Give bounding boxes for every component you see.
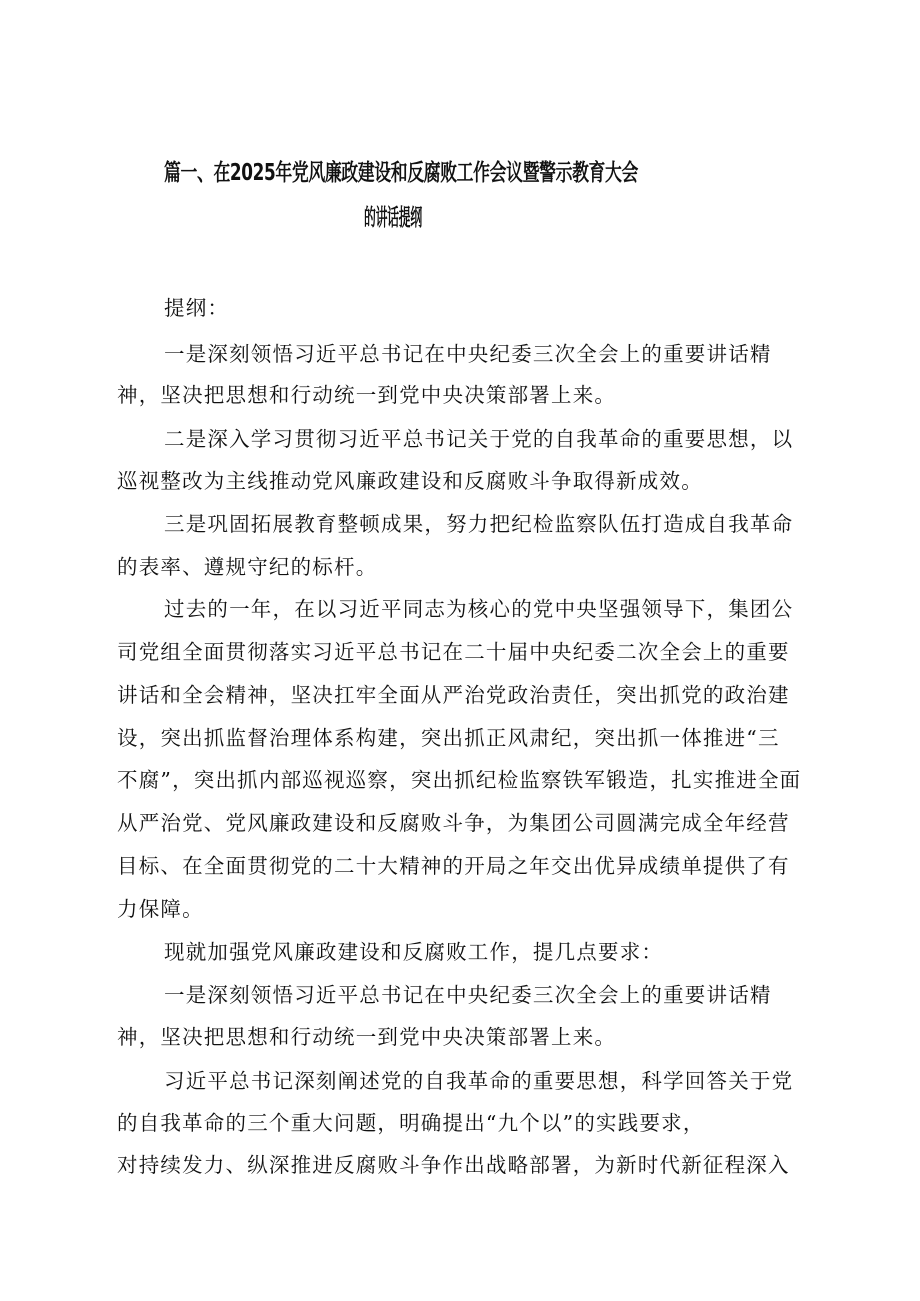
text-line: 神，坚决把思想和行动统一到党中央决策部署上来。 — [117, 383, 617, 407]
text-line: 的表率、遵规守纪的标杆。 — [117, 555, 378, 579]
text-line: 习近平总书记深刻阐述党的自我革命的重要思想，科学回答关于党 — [164, 1069, 794, 1093]
text-line: 对持续发力、纵深推进反腐败斗争作出战略部署，为新时代新征程深入 — [117, 1153, 790, 1177]
text-line: 目标、在全面贯彻党的二十大精神的开局之年交出优异成绩单提供了有 — [117, 854, 790, 878]
text-line: 巡视整改为主线推动党风廉政建设和反腐败斗争取得新成效。 — [117, 469, 703, 493]
text-line: 讲话和全会精神，坚决扛牢全面从严治党政治责任，突出抓党的政治建 — [117, 683, 790, 707]
document-title-line-1: 篇一、在2025年党风廉政建设和反腐败工作会议暨警示教育大会 — [164, 160, 639, 186]
document-title-line-2: 的讲话提纲 — [364, 205, 422, 231]
text-line: 一是深刻领悟习近平总书记在中央纪委三次全会上的重要讲话精 — [164, 983, 772, 1007]
text-line: 力保障。 — [117, 897, 204, 921]
text-line: 三是巩固拓展教育整顿成果，努力把纪检监察队伍打造成自我革命 — [164, 512, 794, 536]
text-line: 从严治党、党风廉政建设和反腐败斗争，为集团公司圆满完成全年经营 — [117, 811, 790, 835]
text-line: 神，坚决把思想和行动统一到党中央决策部署上来。 — [117, 1025, 617, 1049]
text-line: 的自我革命的三个重大问题，明确提出“九个以”的实践要求， — [117, 1111, 705, 1135]
text-line: 提纲： — [164, 296, 230, 320]
text-line: 现就加强党风廉政建设和反腐败工作，提几点要求： — [164, 940, 664, 964]
text-line: 设，突出抓监督治理体系构建，突出抓正风肃纪，突出抓一体推进“三 — [117, 726, 780, 750]
text-line: 过去的一年，在以习近平同志为核心的党中央坚强领导下，集团公 — [164, 597, 794, 621]
text-line: 一是深刻领悟习近平总书记在中央纪委三次全会上的重要讲话精 — [164, 342, 772, 366]
text-line: 二是深入学习贯彻习近平总书记关于党的自我革命的重要思想，以 — [164, 427, 794, 451]
text-line: 不腐”，突出抓内部巡视巡察，突出抓纪检监察铁军锻造，扎实推进全面 — [117, 768, 802, 792]
text-line: 司党组全面贯彻落实习近平总书记在二十届中央纪委二次全会上的重要 — [117, 640, 790, 664]
